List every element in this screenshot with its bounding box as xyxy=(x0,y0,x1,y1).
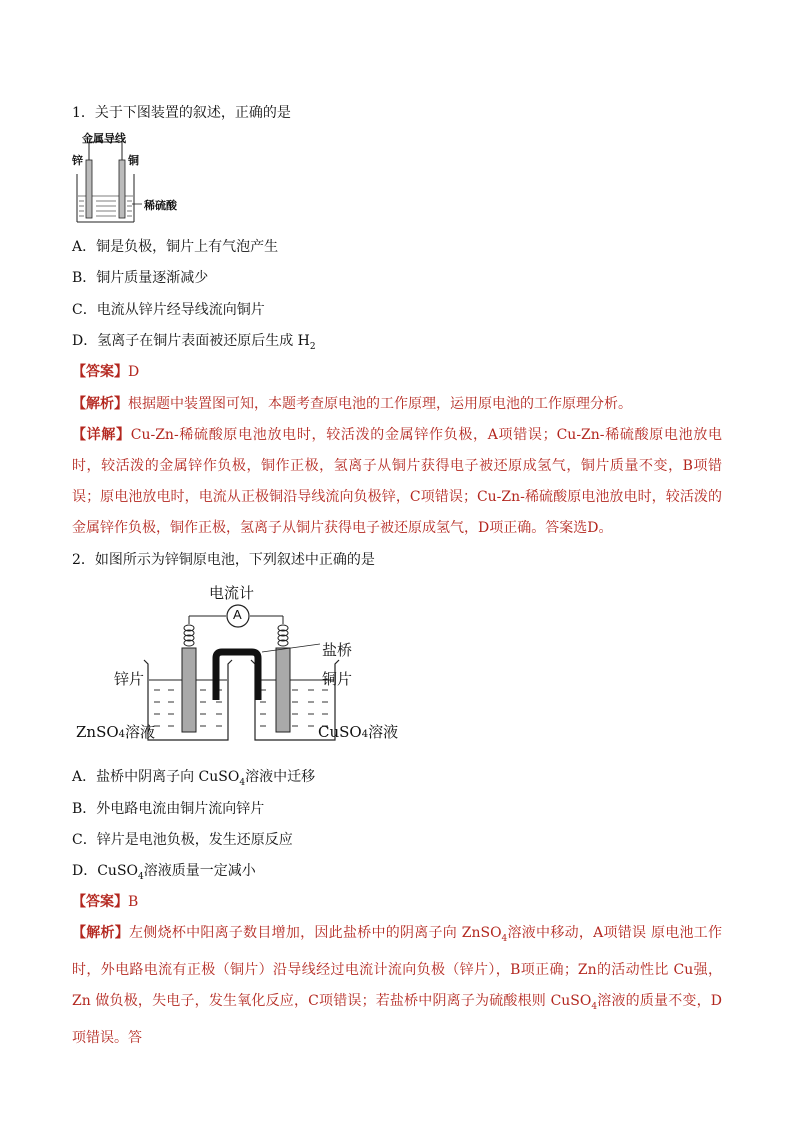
q1-label-acid: 稀硫酸 xyxy=(144,199,177,212)
q2-option-d-post: 溶液质量一定减小 xyxy=(143,863,256,879)
q2-option-d-pre: D．CuSO xyxy=(72,863,139,879)
q1-option-a: A．铜是负极，铜片上有气泡产生 xyxy=(72,239,279,255)
q2-label-left-solution xyxy=(76,721,155,742)
q1-option-b: B．铜片质量逐渐减少 xyxy=(72,270,209,286)
q2-label-meter: 电流计 xyxy=(209,584,255,602)
q1-stem: 1．关于下图装置的叙述，正确的是 xyxy=(72,105,291,121)
q2-analysis-tag: 【解析】 xyxy=(72,925,130,941)
q1-analysis xyxy=(72,394,724,414)
q1-option-d-text: D．氢离子在铜片表面被还原后生成 H xyxy=(72,333,310,349)
q2-label-bridge: 盐桥 xyxy=(322,641,353,659)
q1-label-wire: 金属导线 xyxy=(82,132,126,145)
q2-left-solution-formula: ZnSO xyxy=(76,723,119,741)
q2-answer-value: B xyxy=(128,894,139,910)
q2-answer xyxy=(72,892,724,912)
q1-answer-tag: 【答案】 xyxy=(72,364,128,380)
q1-answer-value: D xyxy=(128,364,140,380)
q2-label-zinc: 锌片 xyxy=(114,670,145,688)
q1-label-copper: 铜 xyxy=(128,154,139,167)
q2-analysis-text-a: 左侧烧杯中阳离子数目增加，因此盐桥中的阴离子向 ZnSO xyxy=(129,925,502,941)
q2-option-a-sub: 4 xyxy=(239,777,246,788)
q2-figure xyxy=(76,580,406,750)
q2-right-solution-suffix: 溶液 xyxy=(368,723,399,741)
q2-label-right-solution xyxy=(318,721,398,742)
q2-option-b: B．外电路电流由铜片流向锌片 xyxy=(72,801,265,817)
q2-analysis-text-b: 溶液中移动，A项错误 原电池工作时，外电路电流有正极（铜片）沿导线经过电流计流向负极（锌片），B项正确；Zn的活动性比 Cu强，Zn 做负极，失电子，发生氧化反应，C项错误；若盐桥中阴离子为硫酸根则 CuSO xyxy=(72,925,723,1009)
q2-left-solution-suffix: 溶液 xyxy=(125,723,156,741)
q2-option-c: C．锌片是电池负极，发生还原反应 xyxy=(72,832,293,848)
q2-analysis-text-c: 溶液的质量不变，D项错误。答 xyxy=(72,992,722,1046)
q2-analysis-sub-2: 4 xyxy=(591,1001,598,1012)
q1-label-zinc: 锌 xyxy=(72,154,83,167)
q2-option-a-pre: A．盐桥中阴离子向 CuSO xyxy=(72,769,240,785)
q2-left-solution-sub: 4 xyxy=(118,729,126,740)
q1-option-d xyxy=(72,331,724,357)
q2-right-solution-formula: CuSO xyxy=(318,723,362,741)
q2-right-solution-sub: 4 xyxy=(361,729,369,740)
q2-option-a-post: 溶液中迁移 xyxy=(245,769,316,785)
q1-analysis-tag: 【解析】 xyxy=(72,396,128,412)
q2-option-a xyxy=(72,767,724,793)
q2-analysis-sub-1: 4 xyxy=(501,933,508,944)
q1-option-c: C．电流从锌片经导线流向铜片 xyxy=(72,302,265,318)
q1-option-d-sub: 2 xyxy=(309,341,316,352)
q2-option-d-sub: 4 xyxy=(138,871,144,882)
q2-answer-tag: 【答案】 xyxy=(72,894,128,910)
q1-detail-tag: 【详解】 xyxy=(72,427,131,443)
q1-analysis-text: 根据题中装置图可知，本题考查原电池的工作原理，运用原电池的工作原理分析。 xyxy=(128,396,632,412)
q2-analysis xyxy=(72,918,722,1054)
q2-stem: 2．如图所示为锌铜原电池，下列叙述中正确的是 xyxy=(72,552,375,568)
q2-option-d xyxy=(72,861,724,887)
q1-detail-text: Cu-Zn-稀硫酸原电池放电时，较活泼的金属锌作负极，A项错误；Cu-Zn-稀硫酸原电池放电时，较活泼的金属锌作负极，铜作正极，氢离子从铜片获得电子被还原成氢气，铜片质量不变，B项错误；原电池放电时，电流从正极铜沿导线流向负极锌，C项错误；Cu-Zn-稀硫酸原电池放电时，较活泼的金属锌作负极，铜作正极，氢离子从铜片获得电子被还原成氢气，D项正确。答案选D。 xyxy=(72,427,723,536)
q1-figure xyxy=(72,130,202,226)
q2-meter-symbol: A xyxy=(233,607,242,622)
q1-detail xyxy=(72,420,722,544)
q2-label-copper: 铜片 xyxy=(322,670,353,688)
q1-answer xyxy=(72,362,724,382)
